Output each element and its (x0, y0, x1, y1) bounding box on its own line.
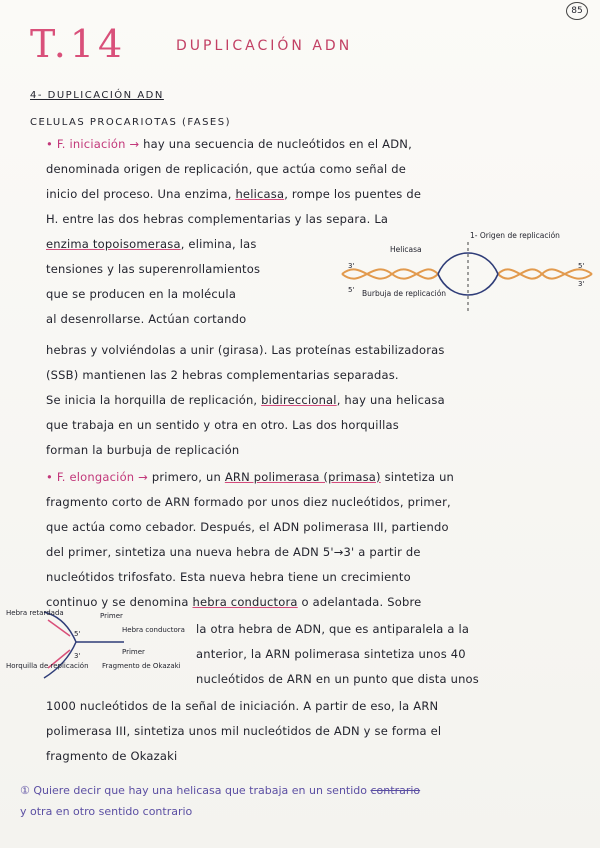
topic-number: T.14 (30, 22, 127, 66)
iniciacion-line-9: que trabaja en un sentido y otra en otro. Las dos horquillas (46, 418, 399, 432)
elongacion-label: • F. elongación → (46, 470, 148, 484)
horquilla-label: Horquilla de replicación (6, 662, 89, 670)
text-line: o adelantada. Sobre (301, 595, 422, 609)
elongacion-line-1 (46, 465, 454, 490)
fragmento-okazaki-label: Fragmento de Okazaki (102, 662, 181, 670)
elongacion-line-5: nucleótidos trifosfato. Esta nueva hebra tiene un crecimiento (46, 570, 411, 584)
fork-three-prime: 3' (74, 652, 81, 660)
origen-label: 1- Origen de replicación (470, 231, 560, 240)
text-line: , hay una helicasa (336, 393, 445, 407)
elongacion-line-2: fragmento corto de ARN formado por unos diez nucleótidos, primer, (46, 495, 451, 509)
iniciacion-line-2: denominada origen de replicación, que actúa como señal de (46, 162, 406, 176)
iniciacion-line-10: forman la burbuja de replicación (46, 443, 240, 457)
text-line: , rompe los puentes de (284, 187, 422, 201)
replication-fork-diagram (4, 606, 196, 686)
topoisomerasa-term: enzima topoisomerasa (46, 237, 181, 251)
iniciacion-line-7: (SSB) mantienen las 2 hebras complementarias separadas. (46, 368, 399, 382)
five-prime-right: 5' (578, 262, 585, 270)
lagging-strand-mark (48, 620, 70, 636)
elongacion-side-2: anterior, la ARN polimerasa sintetiza unos 40 (196, 647, 466, 661)
elongacion-line-8: polimerasa III, sintetiza unos mil nucleótidos de ADN y se forma el (46, 724, 442, 738)
footnote-line-2: y otra en otro sentido contrario (20, 805, 193, 818)
iniciacion-line-6: hebras y volviéndolas a unir (girasa). Las proteínas estabilizadoras (46, 343, 445, 357)
section-subheading: CELULAS PROCARIOTAS (FASES) (30, 117, 231, 128)
elongacion-line-7: 1000 nucleótidos de la señal de iniciación. A partir de eso, la ARN (46, 699, 439, 713)
elongacion-line-9: fragmento de Okazaki (46, 749, 178, 763)
footnote-text: ① Quiere decir que hay una helicasa que trabaja en un sentido (20, 784, 367, 797)
burbuja-label: Burbuja de replicación (362, 289, 447, 298)
iniciacion-line-1 (46, 132, 412, 157)
helicasa-term: helicasa (235, 187, 285, 201)
elongacion-side-3: nucleótidos de ARN en un punto que dista unos (196, 672, 479, 686)
iniciacion-side-2: que se producen en la molécula (46, 287, 237, 301)
bidireccional-term: bidireccional (261, 393, 337, 407)
three-prime-right: 3' (578, 280, 585, 288)
elongacion-side-1: la otra hebra de ADN, que es antiparalela a la (196, 622, 470, 636)
iniciacion-line-5 (46, 232, 257, 257)
text-line: sintetiza un (384, 470, 455, 484)
helicasa-label: Helicasa (390, 245, 422, 254)
primer-label-bottom: Primer (122, 648, 145, 656)
iniciacion-side-3: al desenrollarse. Actúan cortando (46, 312, 247, 326)
iniciacion-line-4: H. entre las dos hebras complementarias y las separa. La (46, 212, 389, 226)
text-line: continuo y se denomina (46, 595, 189, 609)
primer-label-top: Primer (100, 612, 123, 620)
text-line: Se inicia la horquilla de replicación, (46, 393, 258, 407)
fork-five-prime: 5' (74, 630, 81, 638)
footnote-line-1 (20, 780, 420, 801)
text-line: hay una secuencia de nucleótidos en el ADN, (143, 137, 412, 151)
replication-bubble-diagram (338, 228, 596, 320)
text-line: primero, un (151, 470, 221, 484)
elongacion-line-3: que actúa como cebador. Después, el ADN polimerasa III, partiendo (46, 520, 449, 534)
text-line: , elimina, las (180, 237, 257, 251)
iniciacion-line-8 (46, 388, 445, 413)
page-number: 85 (566, 2, 588, 20)
footnote-struck-word: contrario (370, 784, 421, 797)
footnote (20, 780, 420, 822)
five-prime-left: 5' (348, 286, 355, 294)
three-prime-left: 3' (348, 262, 355, 270)
elongacion-line-4: del primer, sintetiza una nueva hebra de ADN 5'→3' a partir de (46, 545, 421, 559)
iniciacion-side-1: tensiones y las superenrollamientos (46, 262, 261, 276)
topic-title: DUPLICACIÓN ADN (176, 38, 353, 54)
iniciacion-line-3 (46, 182, 421, 207)
hebra-conductora-term: hebra conductora (192, 595, 298, 609)
iniciacion-label: • F. iniciación → (46, 137, 140, 151)
section-heading: 4- DUPLICACIÓN ADN (30, 90, 164, 101)
arn-polimerasa-term: ARN polimerasa (primasa) (224, 470, 381, 484)
hebra-retardada-label: Hebra retardada (6, 609, 64, 617)
hebra-conductora-label: Hebra conductora (122, 626, 185, 634)
text-line: inicio del proceso. Una enzima, (46, 187, 232, 201)
